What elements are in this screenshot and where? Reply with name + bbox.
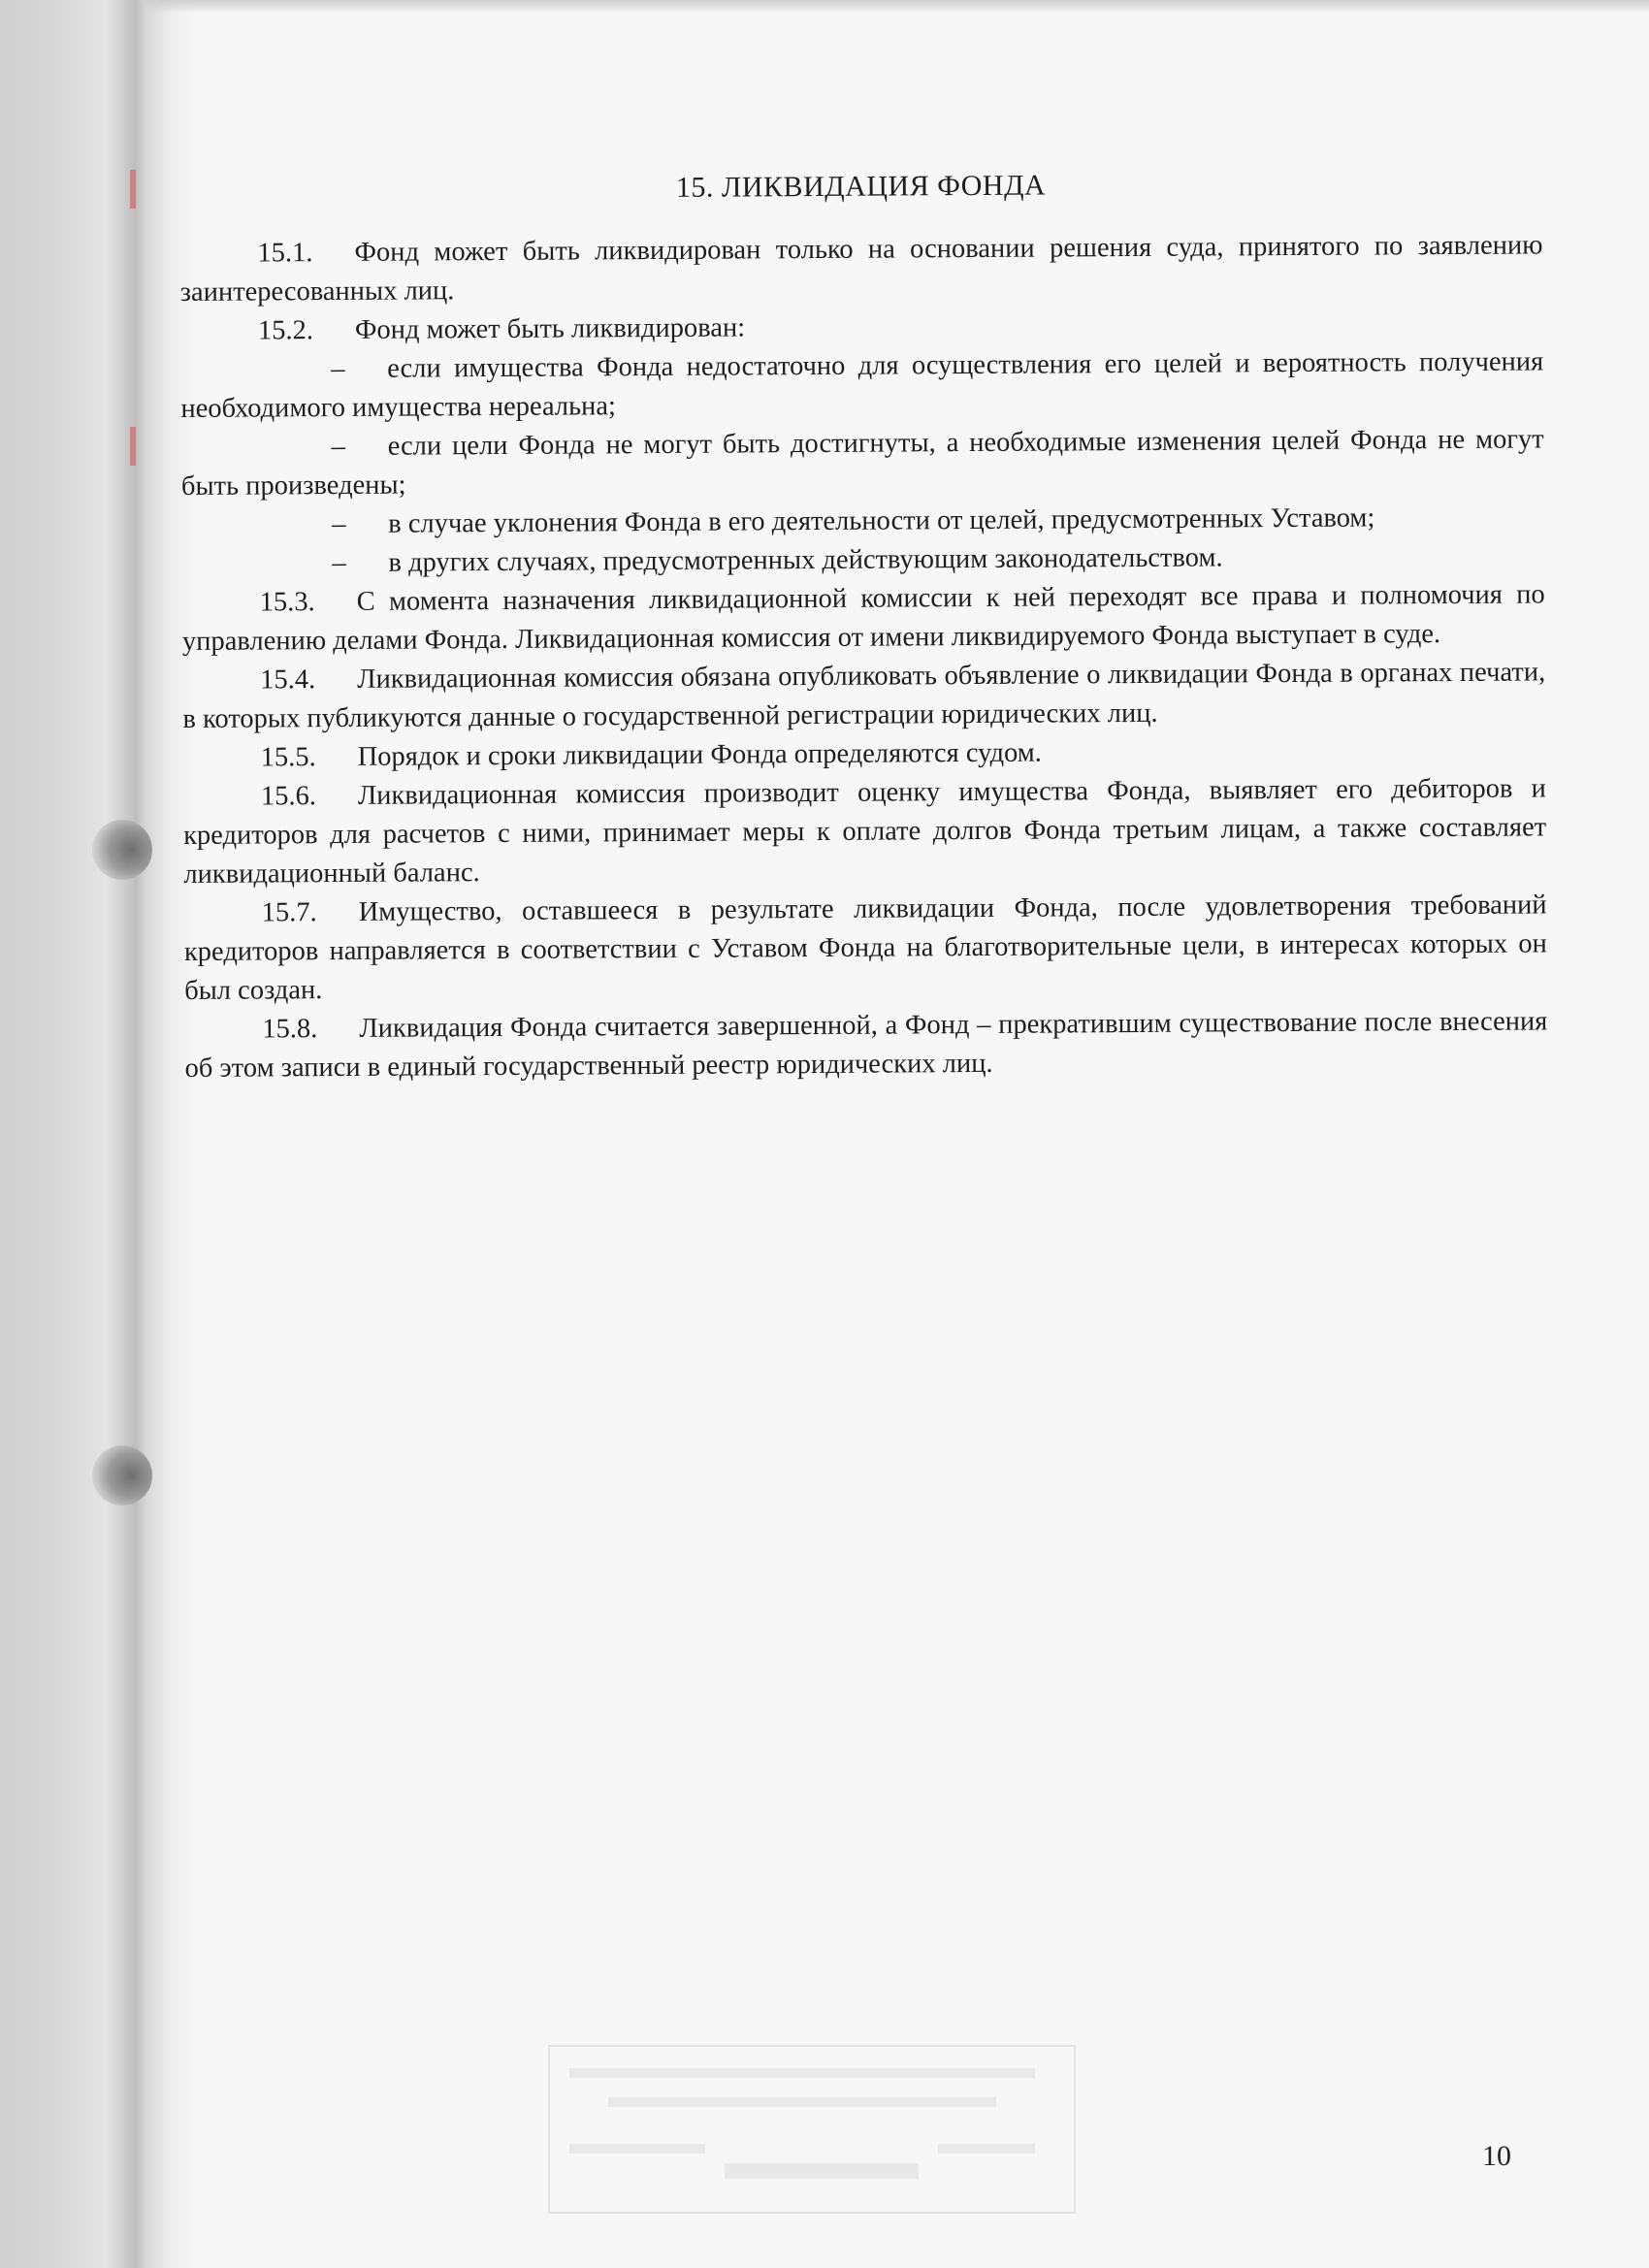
red-margin-mark [130, 427, 136, 466]
paragraph-number: 15.2. [257, 315, 314, 346]
document-page [179, 166, 1548, 1088]
paragraph-text: С момента назначения ликвидационной комиссии к ней переходят все права и полномочия по управлению делами Фонда. Ликвидационная комиссия от имени ликвидируемого Фонда выступает в суде. [181, 579, 1545, 657]
paragraph-15-4 [182, 653, 1545, 739]
paragraph-15-1 [179, 226, 1542, 312]
paragraph-number: 15.1. [257, 238, 313, 269]
page-number: 10 [1482, 2140, 1511, 2172]
paragraph-text: Ликвидационная комиссия производит оценку имущества Фонда, выявляет его дебиторов и кредиторов для расчетов с ними, принимает меры к оплате долгов Фонда третьим лицам, а также составляет ликвидационный баланс. [183, 773, 1547, 890]
stamp-line [938, 2144, 1035, 2154]
punch-hole-icon [92, 1445, 152, 1506]
paragraph-number: 15.4. [260, 664, 316, 696]
list-item-text: если цели Фонда не могут быть достигнуты, а необходимые изменения целей Фонда не могут быть произведены; [180, 424, 1544, 502]
list-item-text: если имущества Фонда недостаточно для осуществления его целей и вероятность получения необходимого имущества нереальна; [180, 346, 1544, 424]
paragraph-15-6 [183, 769, 1547, 894]
binding-spine-shadow [0, 0, 194, 2268]
paragraph-text: Имущество, оставшееся в результате ликвидации Фонда, после удовлетворения требований кредиторов направляется в соответствии с Уставом Фонда на благотворительные цели, в интересах которых он был создан. [183, 890, 1547, 1006]
top-edge-shadow [146, 0, 1649, 14]
paragraph-15-8 [184, 1002, 1547, 1088]
punch-hole-icon [92, 820, 152, 880]
paragraph-text: Ликвидация Фонда считается завершенной, а Фонд – прекратившим существование после внесения об этом записи в единый государственный реестр юридических лиц. [184, 1006, 1548, 1084]
stamp-line [608, 2097, 996, 2107]
list-item-text: в случае уклонения Фонда в его деятельности от целей, предусмотренных Уставом; [388, 502, 1375, 539]
list-item-text: в других случаях, предусмотренных действующим законодательством. [388, 542, 1223, 578]
list-dash: – [331, 353, 345, 385]
paragraph-number: 15.6. [260, 781, 317, 812]
paragraph-number: 15.8. [262, 1014, 318, 1045]
list-dash: – [331, 431, 346, 463]
paragraph-text: Порядок и сроки ликвидации Фонда определяются судом. [357, 737, 1042, 772]
stamp-line [569, 2144, 705, 2154]
paragraph-number: 15.5. [260, 742, 316, 773]
paragraph-15-7 [184, 886, 1548, 1011]
paragraph-text: Фонд может быть ликвидирован: [354, 312, 746, 345]
paragraph-number: 15.7. [261, 897, 317, 928]
list-item [180, 342, 1543, 429]
list-dash: – [332, 547, 346, 579]
stamp-line [569, 2068, 1035, 2078]
paragraph-number: 15.3. [259, 587, 315, 618]
section-title: 15. ЛИКВИДАЦИЯ ФОНДА [675, 169, 1047, 204]
list-dash: – [332, 508, 346, 540]
paragraph-text: Ликвидационная комиссия обязана опубликовать объявление о ликвидации Фонда в органах печати, в которых публикуются данные о государственной регистрации юридических лиц. [182, 657, 1546, 734]
faded-stamp-imprint [548, 2045, 1076, 2214]
red-margin-mark [130, 170, 136, 209]
paragraph-15-3 [182, 575, 1545, 662]
list-item [181, 420, 1544, 506]
stamp-line [725, 2163, 919, 2179]
paragraph-text: Фонд может быть ликвидирован только на основании решения суда, принятого по заявлению заинтересованных лиц. [179, 230, 1543, 308]
